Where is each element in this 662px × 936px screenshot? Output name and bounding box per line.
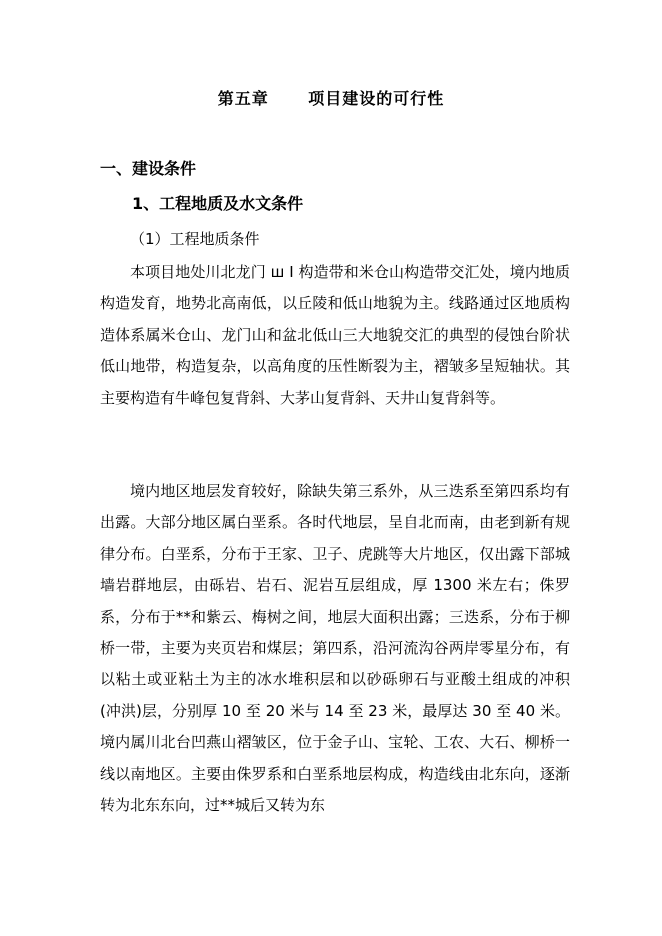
body-paragraph-1: 本项目地处川北龙门 ш I 构造带和米仓山构造带交汇处，境内地质构造发育，地势北高南低，以丘陵和低山地貌为主。线路通过区地质构造体系属米仓山、龙门山和盆北低山三大地貌交汇的典型的侵蚀台阶状低山地带，构造复杂，以高角度的压性断裂为主，褶皱多呈短轴状。其主要构造有牛峰包复背斜、大茅山复背斜、天井山复背斜等。 (100, 263, 570, 407)
chapter-title: 第五章 项目建设的可行性 (217, 89, 445, 108)
section-heading: 一、建设条件 (100, 159, 197, 178)
subsection-heading: 1、工程地质及水文条件 (132, 194, 304, 213)
subsubsection-heading: （1）工程地质条件 (130, 230, 260, 248)
body-paragraph-2: 境内地区地层发育较好，除缺失第三系外，从三迭系至第四系均有出露。大部分地区属白垩系。各时代地层，呈自北而南，由老到新有规律分布。白垩系，分布于王家、卫子、虎跳等大片地区，仅出露下部城墙岩群地层，由砾岩、岩石、泥岩互层组成，厚 1300 米左右；侏罗系，分布于**和紫云、梅树之间，地层大面积出露；三迭系，分布于柳桥一带，主要为夹页岩和煤层；第四系，沿河流沟谷两岸零星分布，有以粘土或亚粘土为主的冰水堆积层和以砂砾卵石与亚酸土组成的冲积(冲洪)层，分别厚 10 至 20 米与 14 至 23 米，最厚达 30 至 40 米。境内属川北台凹燕山褶皱区，位于金子山、宝轮、工农、大石、柳桥一线以南地区。主要由侏罗系和白垩系地层构成，构造线由北东向，逐渐转为北东东向，过**城后又转为东 (100, 482, 570, 815)
